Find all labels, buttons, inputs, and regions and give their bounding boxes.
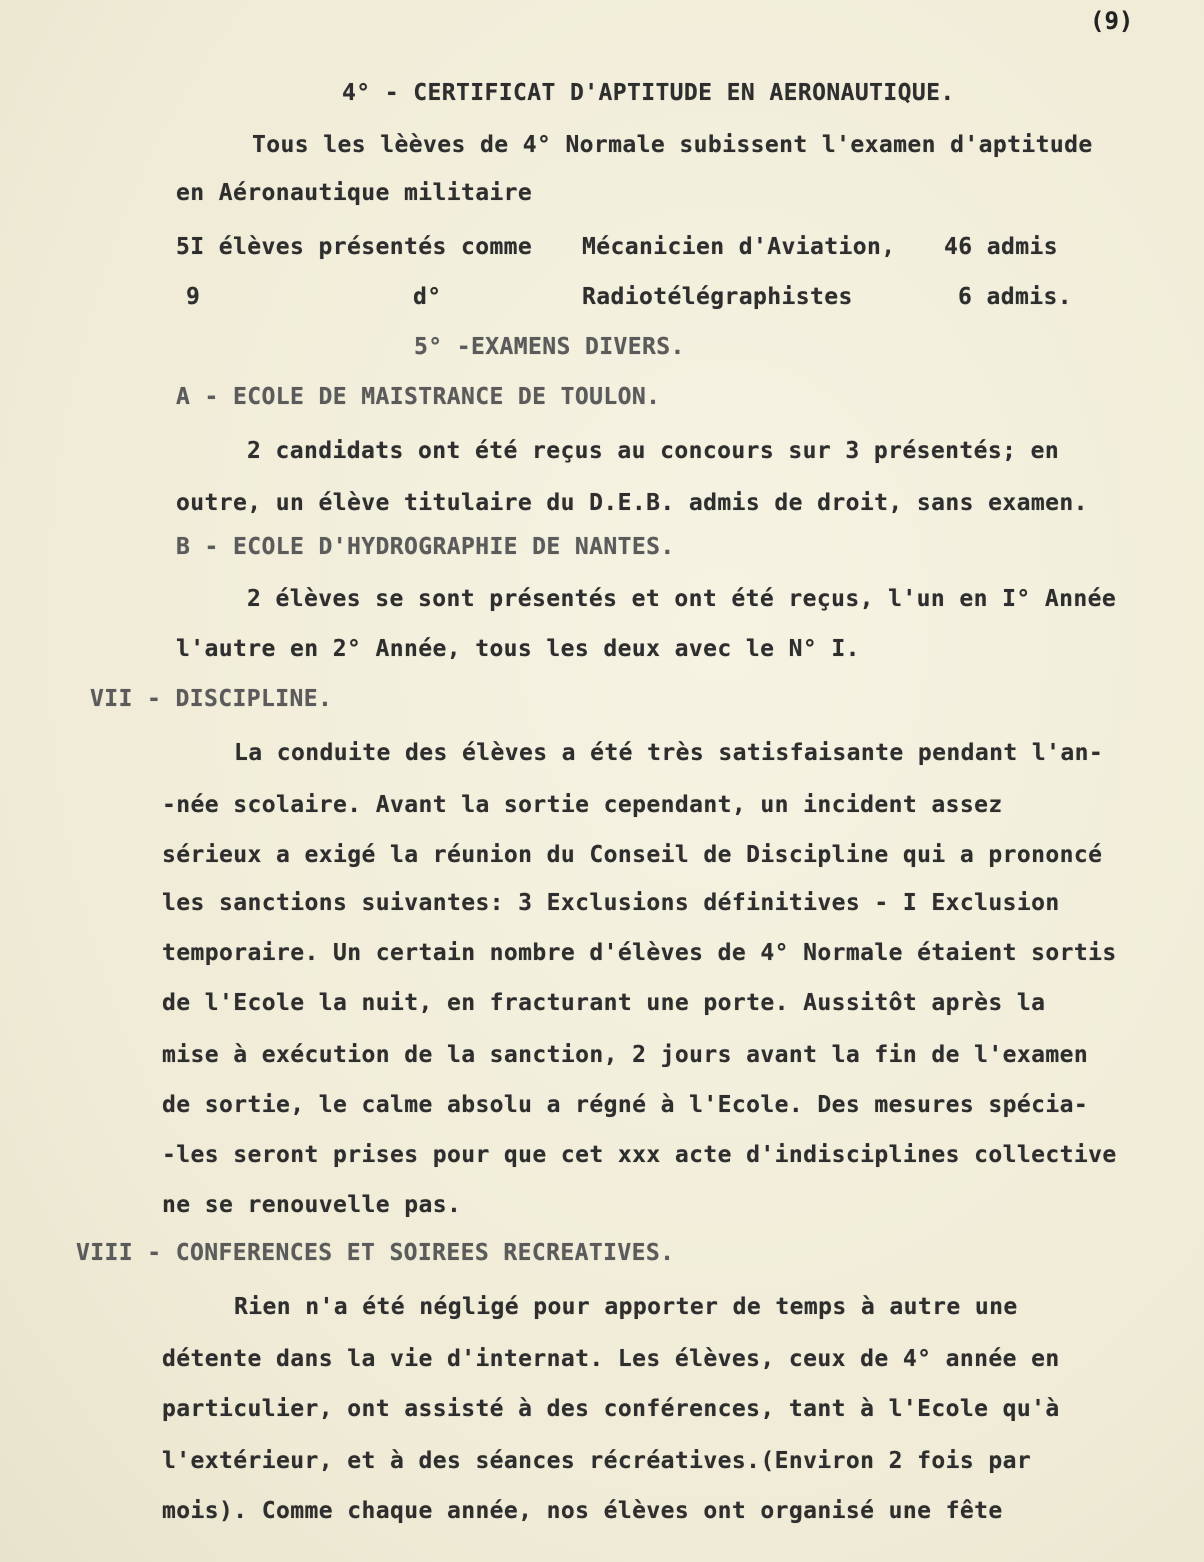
exam-row-count: 5I élèves présentés comme xyxy=(176,234,533,260)
paragraph-line: -les seront prises pour que cet xxx acte d'indisciplines collective xyxy=(162,1142,1117,1168)
paragraph-line: l'extérieur, et à des séances récréatives.(Environ 2 fois par xyxy=(162,1448,1032,1474)
exam-row-count: 9 xyxy=(186,284,201,310)
page-number: (9) xyxy=(1090,7,1134,35)
paragraph-line: ne se renouvelle pas. xyxy=(162,1192,462,1218)
paragraph-line: en Aéronautique militaire xyxy=(176,180,533,206)
paragraph-line: de l'Ecole la nuit, en fracturant une porte. Aussitôt après la xyxy=(162,990,1046,1016)
exam-row-admitted: 6 admis. xyxy=(958,284,1072,310)
paragraph-line: mise à exécution de la sanction, 2 jours avant la fin de l'examen xyxy=(162,1042,1089,1068)
paragraph-line: outre, un élève titulaire du D.E.B. admis de droit, sans examen. xyxy=(176,490,1088,516)
paragraph-line: 2 candidats ont été reçus au concours sur 3 présentés; en xyxy=(247,438,1060,464)
exam-row-role: Radiotélégraphistes xyxy=(582,284,853,310)
paragraph-line: les sanctions suivantes: 3 Exclusions définitives - I Exclusion xyxy=(162,890,1060,916)
paragraph-line: l'autre en 2° Année, tous les deux avec le N° I. xyxy=(176,636,860,662)
paragraph-line: sérieux a exigé la réunion du Conseil de Discipline qui a prononcé xyxy=(162,842,1103,868)
exam-row-role: Mécanicien d'Aviation, xyxy=(582,234,896,260)
paragraph-line: temporaire. Un certain nombre d'élèves de 4° Normale étaient sortis xyxy=(162,940,1117,966)
paragraph-line: -née scolaire. Avant la sortie cependant, un incident assez xyxy=(162,792,1003,818)
paragraph-line: détente dans la vie d'internat. Les élèves, ceux de 4° année en xyxy=(162,1346,1060,1372)
paragraph-line: Rien n'a été négligé pour apporter de temps à autre une xyxy=(234,1294,1018,1320)
exam-row-admitted: 46 admis xyxy=(944,234,1058,260)
paragraph-line: La conduite des élèves a été très satisfaisante pendant l'an- xyxy=(234,740,1104,766)
subsection-b-heading: B - ECOLE D'HYDROGRAPHIE DE NANTES. xyxy=(176,534,675,560)
section-vii-heading: VII - DISCIPLINE. xyxy=(90,686,333,712)
paragraph-line: 2 élèves se sont présentés et ont été reçus, l'un en I° Année xyxy=(247,586,1117,612)
section-4-heading: 4° - CERTIFICAT D'APTITUDE EN AERONAUTIQUE. xyxy=(342,80,955,106)
paragraph-line: mois). Comme chaque année, nos élèves ont organisé une fête xyxy=(162,1498,1003,1524)
section-5-heading: 5° -EXAMENS DIVERS. xyxy=(414,334,685,360)
paragraph-line: particulier, ont assisté à des conférences, tant à l'Ecole qu'à xyxy=(162,1396,1060,1422)
subsection-a-heading: A - ECOLE DE MAISTRANCE DE TOULON. xyxy=(176,384,661,410)
exam-row-ditto: d° xyxy=(413,284,442,310)
paragraph-line: Tous les lèèves de 4° Normale subissent l'examen d'aptitude xyxy=(252,132,1093,158)
paragraph-line: de sortie, le calme absolu a régné à l'Ecole. Des mesures spécia- xyxy=(162,1092,1089,1118)
section-viii-heading: VIII - CONFERENCES ET SOIREES RECREATIVES. xyxy=(76,1240,675,1266)
